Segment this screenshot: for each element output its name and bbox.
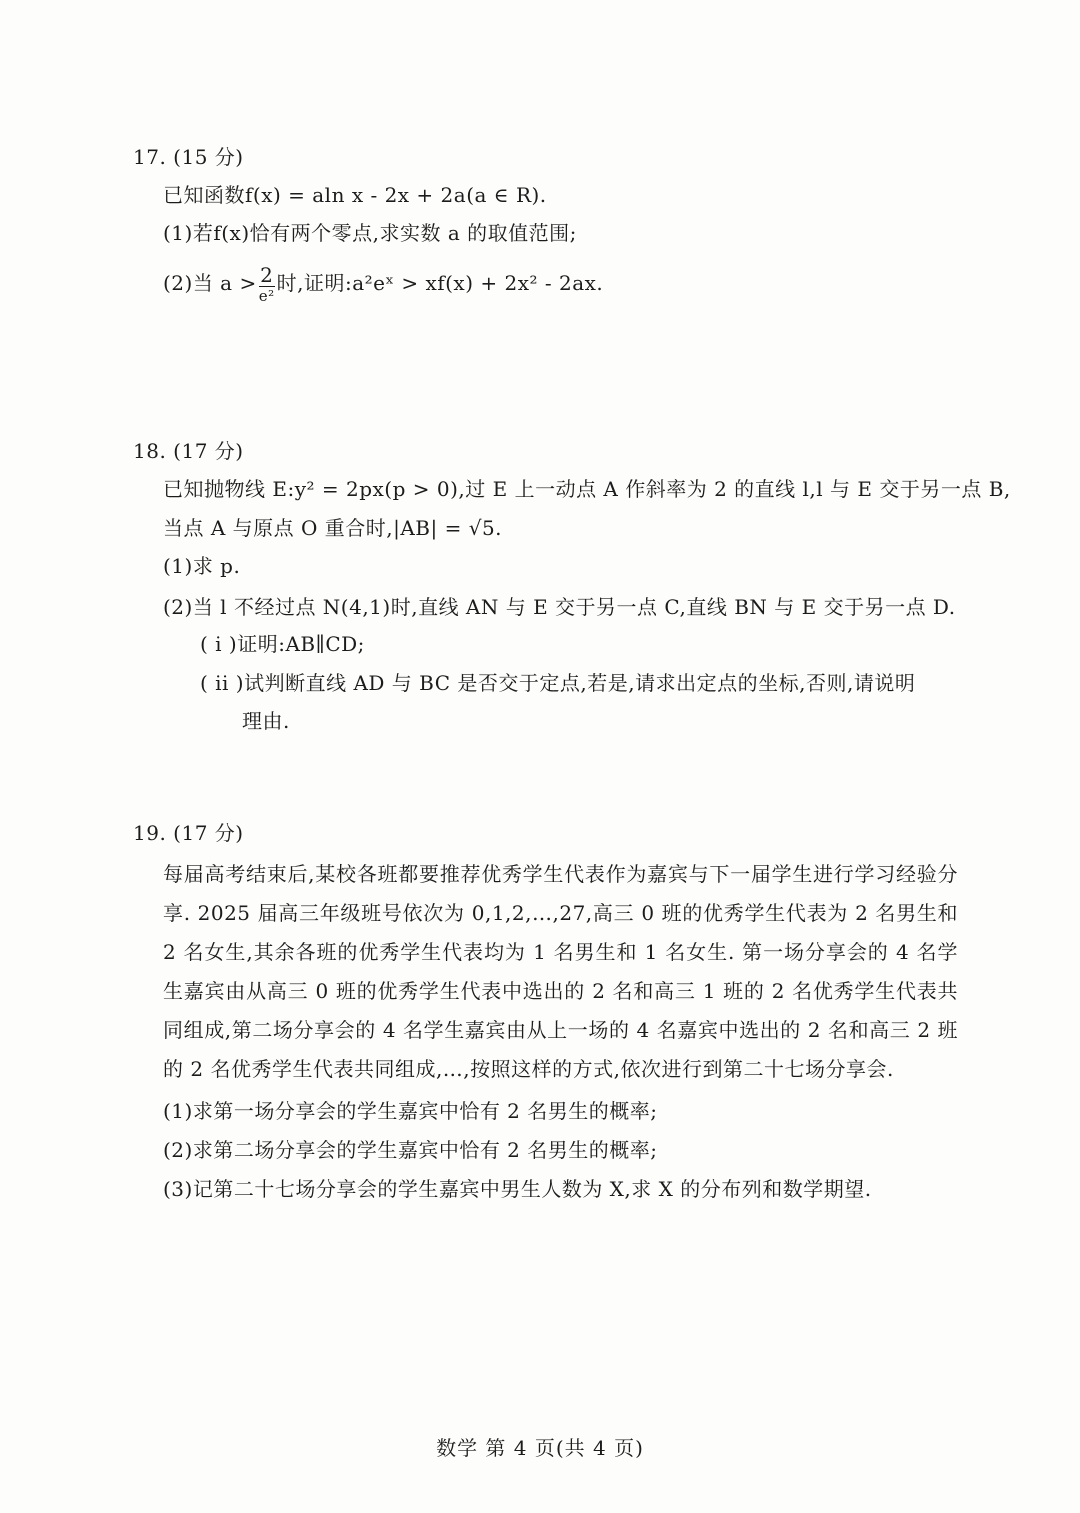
q19-part3: (3)记第二十七场分享会的学生嘉宾中男生人数为 X,求 X 的分布列和数学期望. bbox=[163, 1177, 872, 1201]
q17-part1: (1)若f(x)恰有两个零点,求实数 a 的取值范围; bbox=[163, 221, 577, 245]
q19-header: 19. (17 分) bbox=[133, 821, 244, 845]
q18-header: 18. (17 分) bbox=[133, 439, 244, 463]
page-footer: 数学 第 4 页(共 4 页) bbox=[436, 1436, 644, 1460]
q17-part2 bbox=[163, 265, 603, 304]
q17-part2-fraction bbox=[259, 265, 275, 304]
q19-part1: (1)求第一场分享会的学生嘉宾中恰有 2 名男生的概率; bbox=[163, 1099, 658, 1123]
q17-frac-num: 2 bbox=[260, 263, 274, 287]
q17-header: 17. (15 分) bbox=[133, 145, 244, 169]
q18-part1: (1)求 p. bbox=[163, 554, 241, 578]
q18-part2: (2)当 l 不经过点 N(4,1)时,直线 AN 与 E 交于另一点 C,直线 BN 与 E 交于另一点 D. bbox=[163, 595, 956, 619]
q18-part2-ii-line1: ( ii )试判断直线 AD 与 BC 是否交于定点,若是,请求出定点的坐标,否则,请说明 bbox=[200, 671, 916, 695]
q17-part2-prefix: (2)当 a > bbox=[163, 271, 257, 295]
q18-part2-i: ( i )证明:AB∥CD; bbox=[200, 632, 365, 656]
q18-part2-ii-line2: 理由. bbox=[242, 709, 290, 733]
q19-stem: 每届高考结束后,某校各班都要推荐优秀学生代表作为嘉宾与下一届学生进行学习经验分享. 2025 届高三年级班号依次为 0,1,2,…,27,高三 0 班的优秀学生代表为 2 名男生和 2 名女生,其余各班的优秀学生代表均为 1 名男生和 1 名女生. 第一场分享会的 4 名学生嘉宾由从高三 0 班的优秀学生代表中选出的 2 名和高三 1 班的 2 名优秀学生代表共同组成,第二场分享会的 4 名学生嘉宾由从上一场的 4 名嘉宾中选出的 2 名和高三 2 班的 2 名优秀学生代表共同组成,…,按照这样的方式,依次进行到第二十七场分享会. bbox=[163, 862, 958, 1081]
q18-stem-line2: 当点 A 与原点 O 重合时,|AB| = √5. bbox=[163, 516, 503, 540]
q18-stem-line1: 已知抛物线 E:y² = 2px(p > 0),过 E 上一动点 A 作斜率为 2 的直线 l,l 与 E 交于另一点 B, bbox=[163, 477, 1011, 501]
q17-frac-den: e² bbox=[258, 287, 275, 305]
q17-stem: 已知函数f(x) = aln x - 2x + 2a(a ∈ R). bbox=[163, 183, 547, 207]
q17-part2-suffix: 时,证明:a²eˣ > xf(x) + 2x² - 2ax. bbox=[276, 271, 604, 295]
q19-part2: (2)求第二场分享会的学生嘉宾中恰有 2 名男生的概率; bbox=[163, 1138, 658, 1162]
